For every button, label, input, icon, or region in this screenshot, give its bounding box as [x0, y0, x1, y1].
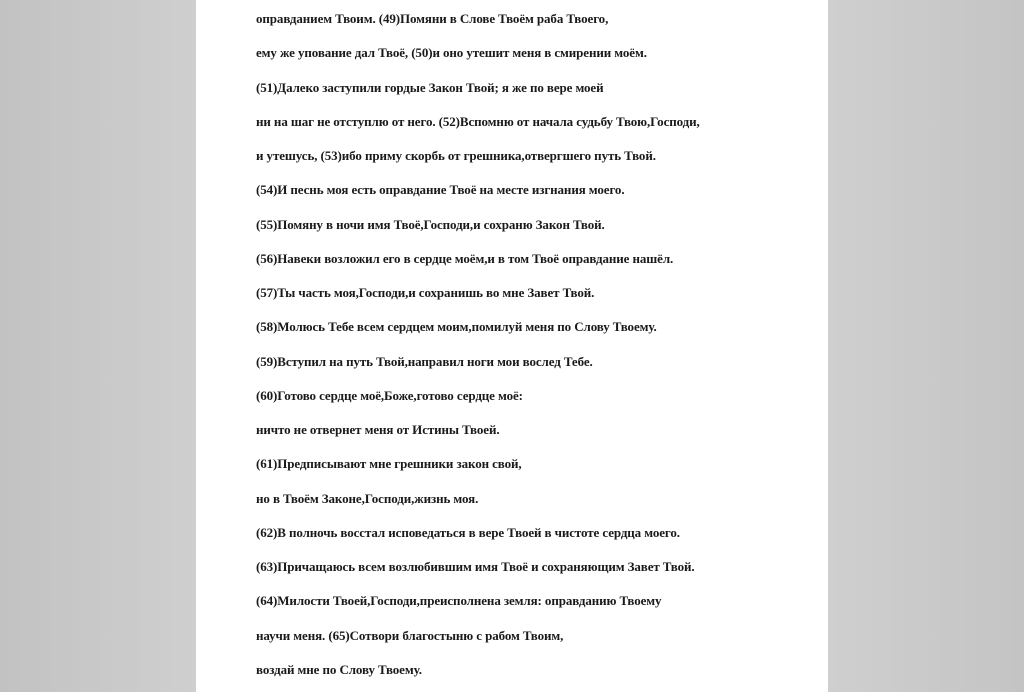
- text-line: но в Твоём Законе,Господи,жизнь моя.: [256, 490, 479, 506]
- text-body: [256, 9, 822, 692]
- text-line: (59)Вступил на путь Твой,направил ноги мои вослед Тебе.: [256, 353, 593, 369]
- text-line: и утешусь, (53)ибо приму скорбь от грешника,отвергшего путь Твой.: [256, 148, 656, 163]
- text-line: воздай мне по Слову Твоему.: [256, 661, 422, 677]
- document-page: [196, 0, 828, 692]
- text-line: ему же упование дал Твоё, (50)и оно утешит меня в смирении моём.: [256, 45, 647, 61]
- text-line: научи меня. (65)Сотвори благостыню с рабом Твоим,: [256, 627, 564, 643]
- text-line: оправданием Твоим. (49)Помяни в Слове Твоём раба Твоего,: [256, 11, 609, 26]
- text-line: (57)Ты часть моя,Господи,и сохранишь во мне Завет Твой.: [256, 285, 595, 300]
- viewer-background-right: [828, 0, 1024, 692]
- text-line: (51)Далеко заступили гордые Закон Твой; я же по вере моей: [256, 79, 604, 95]
- text-line: (54)И песнь моя есть оправдание Твоё на месте изгнания моего.: [256, 182, 625, 198]
- text-line: (64)Милости Твоей,Господи,преисполнена земля: оправданию Твоему: [256, 593, 662, 609]
- text-line: (63)Причащаюсь всем возлюбившим имя Твоё и сохраняющим Завет Твой.: [256, 559, 695, 574]
- text-line: ничто не отвернет меня от Истины Твоей.: [256, 422, 500, 437]
- viewer-background-left: [0, 0, 196, 692]
- text-line: (55)Помяну в ночи имя Твоё,Господи,и сохраню Закон Твой.: [256, 216, 605, 232]
- text-line: (56)Навеки возложил его в сердце моём,и в том Твоё оправдание нашёл.: [256, 250, 674, 266]
- text-line: ни на шаг не отступлю от него. (52)Вспомню от начала судьбу Твою,Господи,: [256, 113, 700, 129]
- text-line: (60)Готово сердце моё,Боже,готово сердце моё:: [256, 387, 523, 403]
- text-line: (62)В полночь восстал исповедаться в вере Твоей в чистоте сердца моего.: [256, 524, 680, 540]
- text-line: (58)Молюсь Тебе всем сердцем моим,помилуй меня по Слову Твоему.: [256, 319, 657, 335]
- text-line: (61)Предписывают мне грешники закон свой,: [256, 456, 522, 472]
